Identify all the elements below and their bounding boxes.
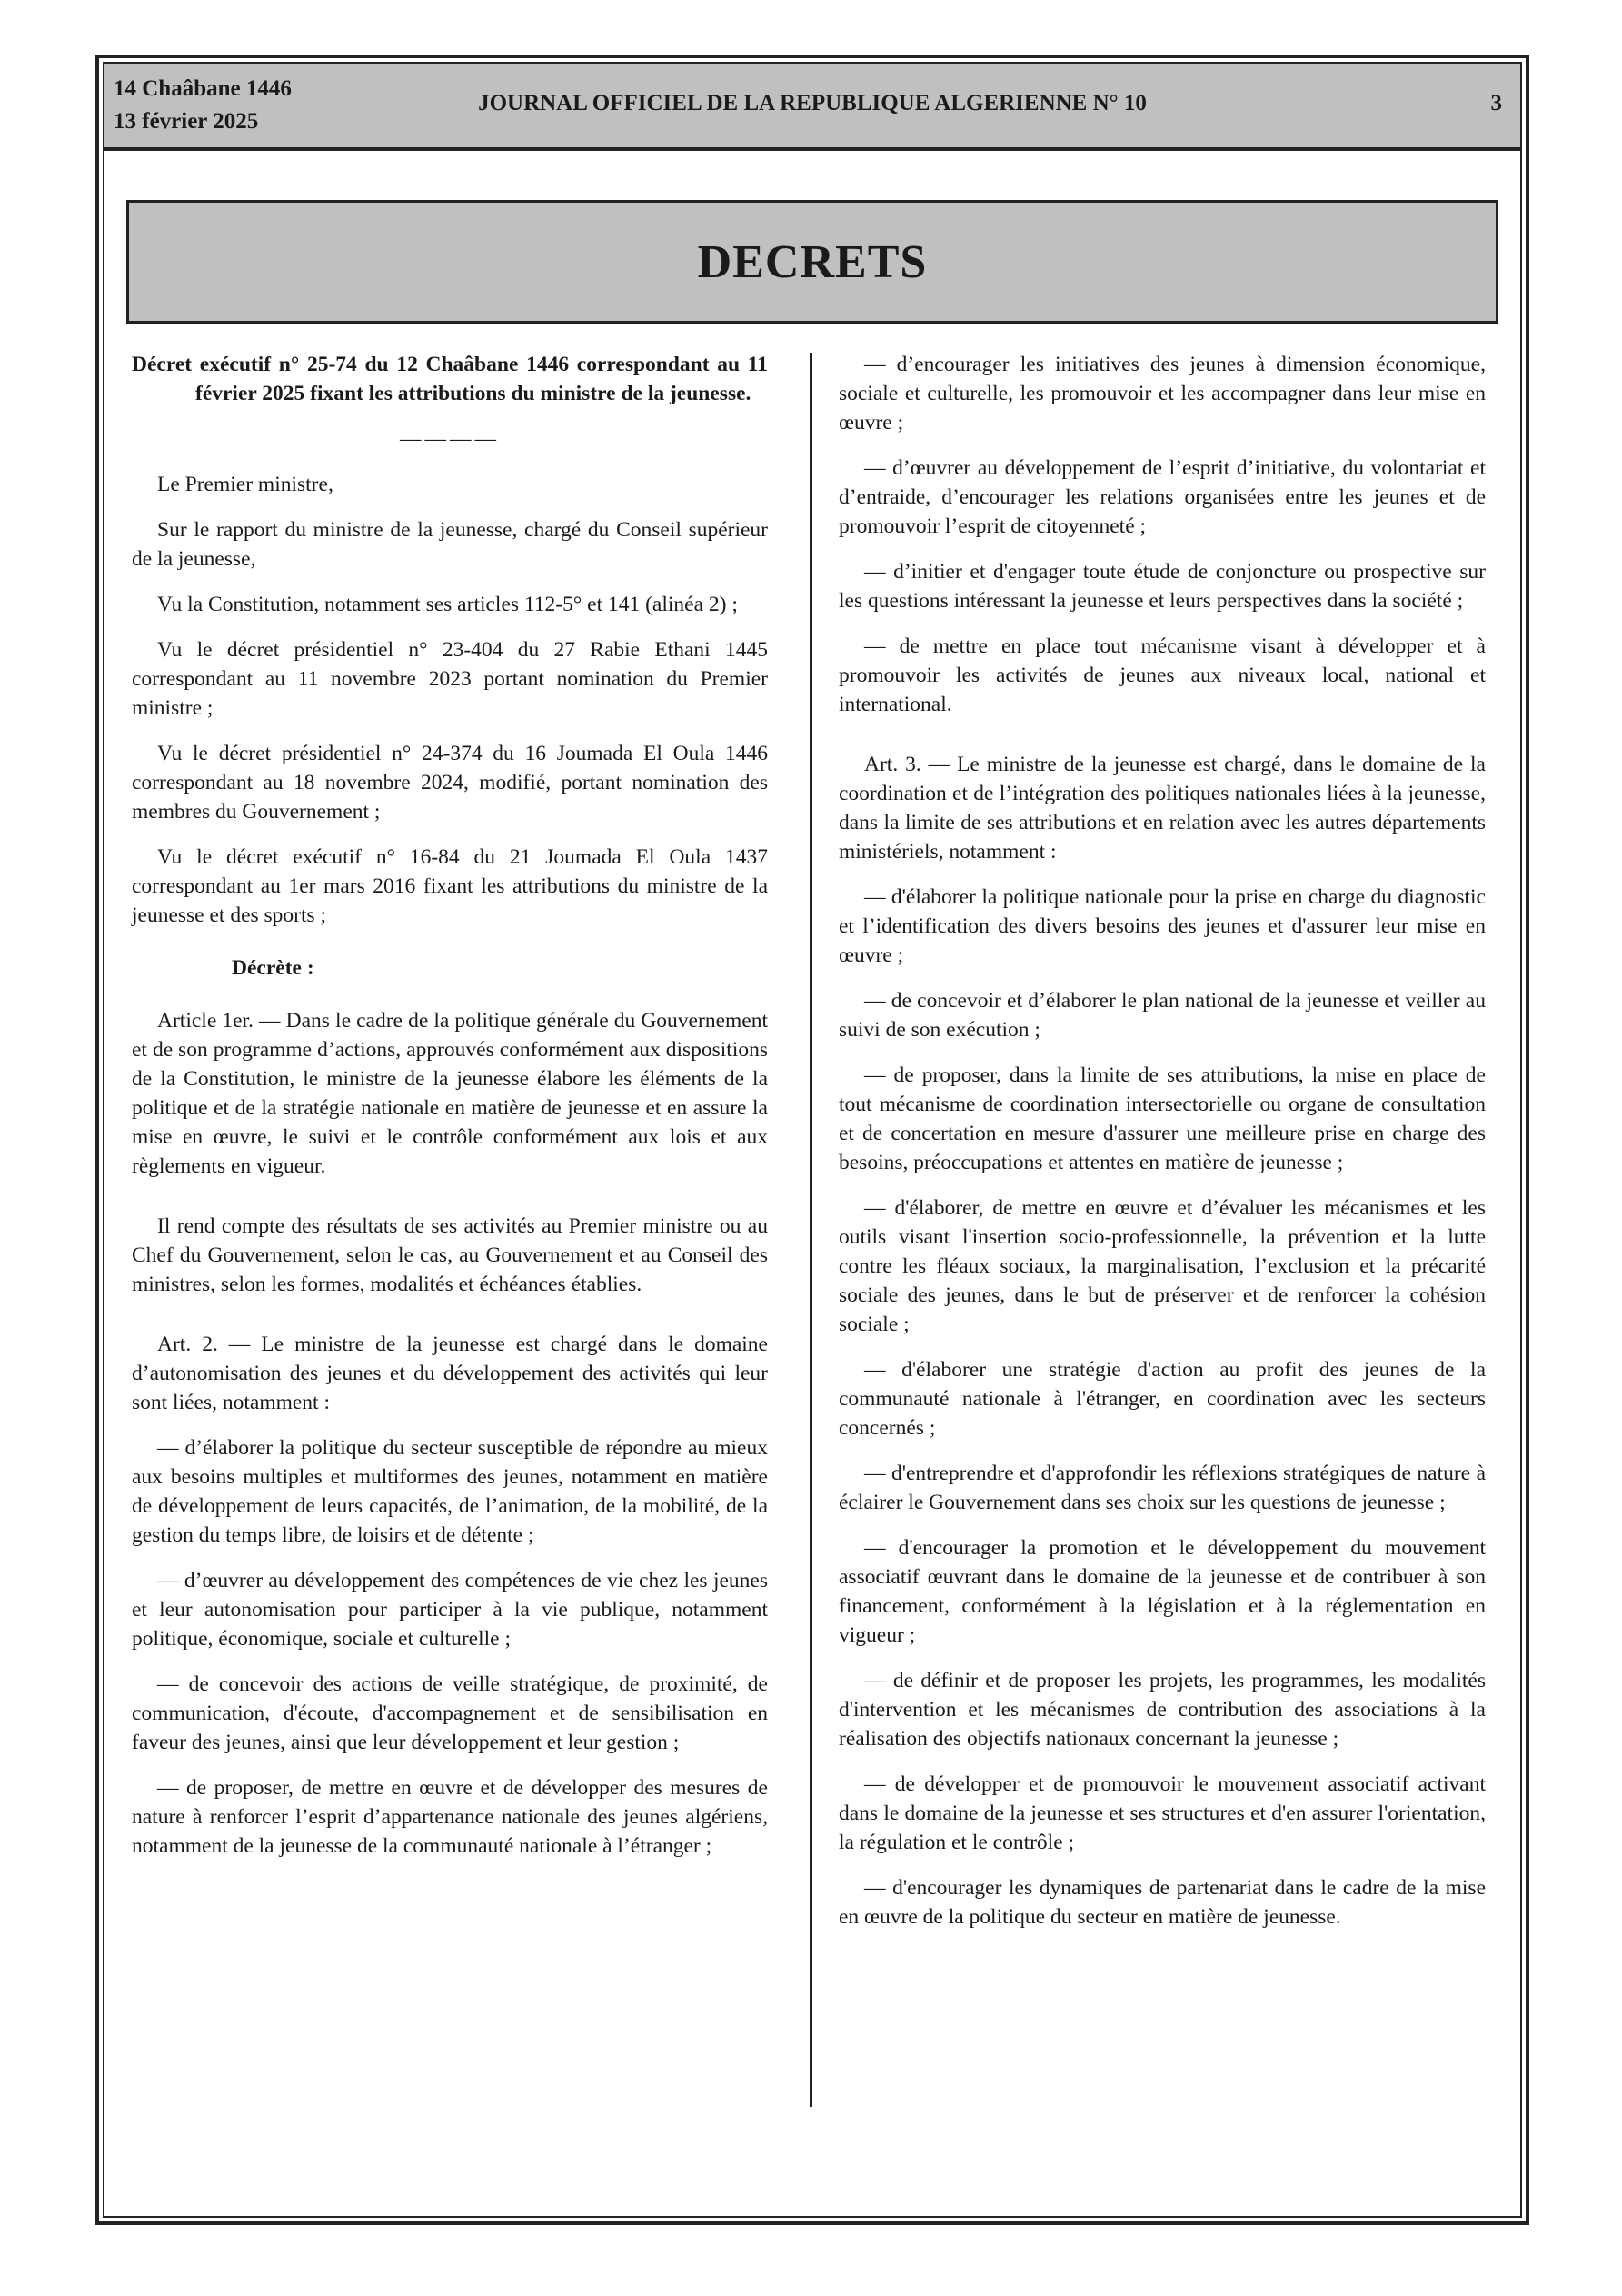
article-2-item: — d’œuvrer au développement de l’esprit d’initiative, du volontariat et d’entraide, d’encourager les relations organisées entre les jeunes et de promouvoir l’esprit de citoyenneté ; [839,456,1486,538]
article-3-item: — d'élaborer la politique nationale pour la prise en charge du diagnostic et l’identification des divers besoins des jeunes et d'assurer leur mise en œuvre ; [839,885,1486,967]
article-3-item: — de développer et de promouvoir le mouvement associatif activant dans le domaine de la jeunesse et ses structures et d'en assurer l'orientation, la régulation et le contrôle ; [839,1772,1486,1854]
article-2-item: — de mettre en place tout mécanisme visant à développer et à promouvoir les activités de jeunes aux niveaux local, national et international. [839,634,1486,716]
left-column [132,350,768,1877]
article-3-intro: Art. 3. — Le ministre de la jeunesse est chargé, dans le domaine de la coordination et de l’intégration des politiques nationales liées à la jeunesse, dans la limite de ses attributions et en relation avec les autres départements ministériels, notamment : [839,753,1486,863]
preamble-paragraph: Vu le décret exécutif n° 16-84 du 21 Joumada El Oula 1437 correspondant au 1er mars 2016 fixant les attributions du ministre de la jeunesse et des sports ; [132,845,768,927]
preamble-paragraph: Sur le rapport du ministre de la jeunesse, chargé du Conseil supérieur de la jeunesse, [132,518,768,571]
article-1-paragraph: Article 1er. — Dans le cadre de la politique générale du Gouvernement et de son programme d’actions, approuvés conformément aux dispositions de la Constitution, le ministre de la jeunesse élabore les éléments de la politique et de la stratégie nationale en matière de jeunesse et en assure la mise en œuvre, le suivi et le contrôle conformément aux lois et aux règlements en vigueur. [132,1009,768,1178]
page-inner-border [103,62,1522,2218]
right-column [839,350,1486,1948]
preamble-paragraph: Vu le décret présidentiel n° 24-374 du 16 Joumada El Oula 1446 correspondant au 18 novembre 2024, modifié, portant nomination des membres du Gouvernement ; [132,742,768,824]
page-number: 3 [1490,91,1502,115]
article-3-item: — d'entreprendre et d'approfondir les réflexions stratégiques de nature à éclairer le Gouvernement dans ses choix sur les questions de jeunesse ; [839,1462,1486,1514]
article-2-item: — de concevoir des actions de veille stratégique, de proximité, de communication, d'écoute, d'accompagnement et de sensibilisation en faveur des jeunes, ainsi que leur développement et leur gestion ; [132,1672,768,1754]
article-1-paragraph: Il rend compte des résultats de ses activités au Premier ministre ou au Chef du Gouvernement, selon le cas, au Gouvernement et au Conseil des ministres, selon les formes, modalités et échéances établies. [132,1214,768,1296]
journal-header [104,64,1520,151]
article-3-item: — d'encourager la promotion et le développement du mouvement associatif œuvrant dans le domaine de la jeunesse et de contribuer à son financement, conformément à la législation et à la réglementation en vigueur ; [839,1536,1486,1647]
decree-title: Décret exécutif n° 25-74 du 12 Chaâbane 1446 correspondant au 11 février 2025 fixant les attributions du ministre de la jeunesse. [132,353,768,405]
article-3-item: — de concevoir et d’élaborer le plan national de la jeunesse et veiller au suivi de son exécution ; [839,989,1486,1042]
section-title: DECRETS [697,235,928,288]
preamble-paragraph: Le Premier ministre, [157,473,333,496]
decrete-label: Décrète : [232,956,314,980]
hijri-date: 14 Chaâbane 1446 [114,76,292,101]
section-banner [126,200,1498,324]
article-3-item: — d'encourager les dynamiques de partenariat dans le cadre de la mise en œuvre de la politique du secteur en matière de jeunesse. [839,1876,1486,1929]
article-2-item: — d’élaborer la politique du secteur susceptible de répondre au mieux aux besoins multiples et multiformes des jeunes, notamment en matière de développement de leurs capacités, de l’animation, de la mobilité, de la gestion du temps libre, de loisirs et de détente ; [132,1436,768,1547]
article-3-item: — de définir et de proposer les projets, les programmes, les modalités d'intervention et les mécanismes de contribution des associations à la réalisation des objectifs nationaux concernant la jeunesse ; [839,1669,1486,1751]
article-2-item: — d’encourager les initiatives des jeunes à dimension économique, sociale et culturelle, les promouvoir et les accompagner dans leur mise en œuvre ; [839,353,1486,434]
article-3-item: — d'élaborer une stratégie d'action au profit des jeunes de la communauté nationale à l'étranger, en coordination avec les secteurs concernés ; [839,1358,1486,1440]
column-divider [810,353,812,2107]
article-2-item: — d’œuvrer au développement des compétences de vie chez les jeunes et leur autonomisation pour participer à la vie publique, notamment politique, économique, sociale et culturelle ; [132,1569,768,1651]
article-2-item: — d’initier et d'engager toute étude de conjoncture ou prospective sur les questions intéressant la jeunesse et leurs perspectives dans la société ; [839,560,1486,613]
preamble-paragraph: Vu la Constitution, notamment ses articles 112-5° et 141 (alinéa 2) ; [157,593,738,616]
gregorian-date: 13 février 2025 [114,109,259,134]
preamble-paragraph: Vu le décret présidentiel n° 23-404 du 27 Rabie Ethani 1445 correspondant au 11 novembre 2023 portant nomination du Premier ministre ; [132,638,768,720]
article-3-item: — d'élaborer, de mettre en œuvre et d’évaluer les mécanismes et les outils visant l'insertion socio-professionnelle, la prévention et la lutte contre les fléaux sociaux, la marginalisation, l’exclusion et la précarité sociale des jeunes, dans le but de préserver et de renforcer la cohésion sociale ; [839,1196,1486,1336]
article-2-item: — de proposer, de mettre en œuvre et de développer des mesures de nature à renforcer l’esprit d’appartenance nationale des jeunes algériens, notamment de la jeunesse de la communauté nationale à l’étranger ; [132,1776,768,1858]
article-3-item: — de proposer, dans la limite de ses attributions, la mise en place de tout mécanisme de coordination intersectorielle ou organe de consultation et de concertation en mesure d'assurer une meilleure prise en charge des besoins, préoccupations et attentes en matière de jeunesse ; [839,1063,1486,1174]
journal-title: JOURNAL OFFICIEL DE LA REPUBLIQUE ALGERIENNE N° 10 [478,91,1147,115]
article-2-intro: Art. 2. — Le ministre de la jeunesse est chargé dans le domaine d’autonomisation des jeunes et du développement des activités qui leur sont liées, notamment : [132,1333,768,1414]
title-separator: ———— [400,427,500,451]
page-frame [95,55,1529,2225]
